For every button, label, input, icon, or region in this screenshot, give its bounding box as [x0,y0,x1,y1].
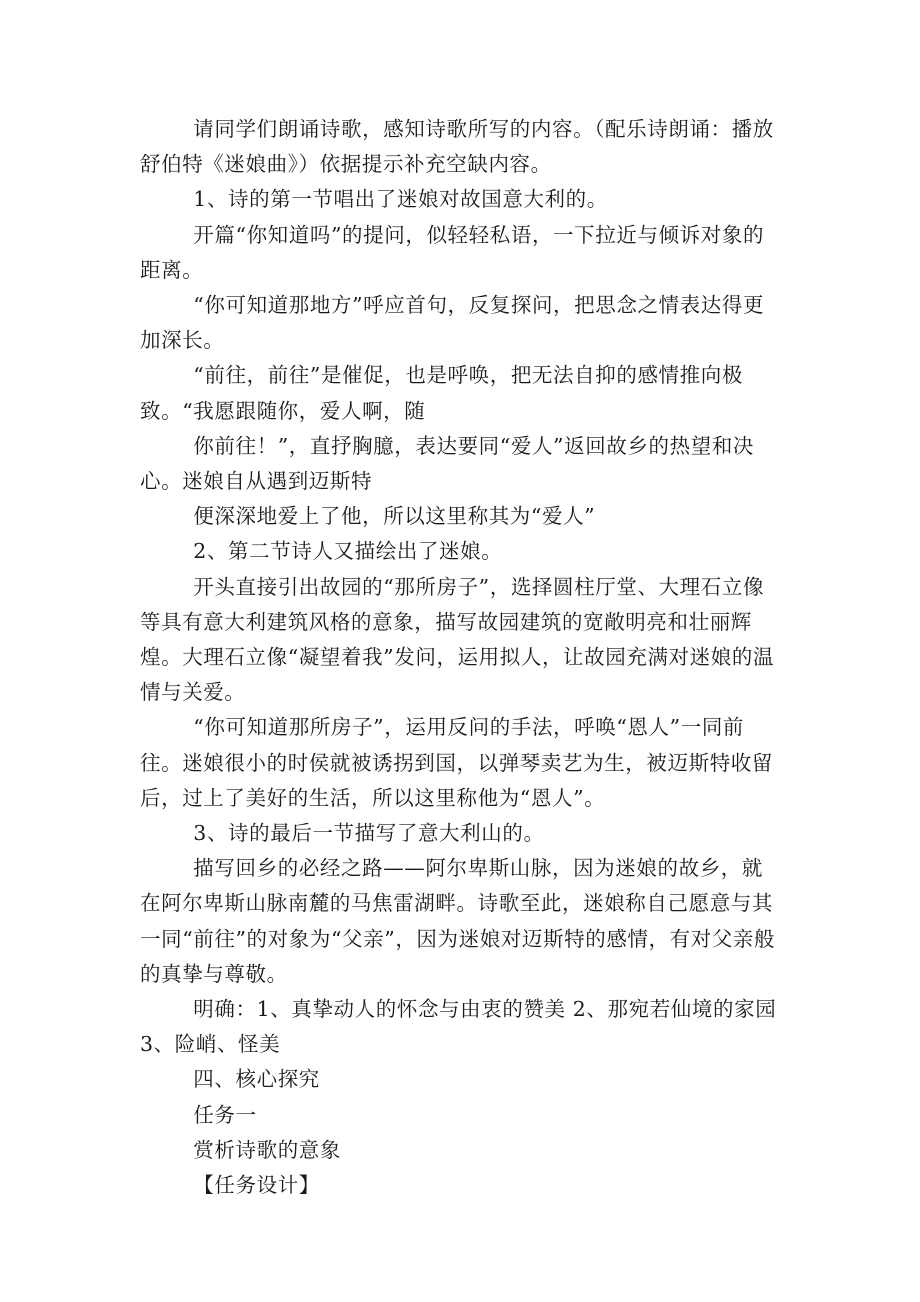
document-body [140,112,784,1203]
paragraph: “你可知道那所房子”，运用反问的手法，呼唤“恩人”一同前往。迷娘很小的时侯就被诱拐到国，以弹琴卖艺为生，被迈斯特收留后，过上了美好的生活，所以这里称他为“恩人”。 [140,715,773,810]
paragraph: 明确：1、真挚动人的怀念与由衷的赞美 2、那宛若仙境的家园 3、险峭、怪美 [140,997,777,1057]
paragraph: 2、第二节诗人又描绘出了迷娘。 [193,539,503,564]
paragraph: 3、诗的最后一节描写了意大利山的。 [193,821,545,846]
task-heading: 任务一 [193,1102,257,1127]
task-title: 赏析诗歌的意象 [193,1137,341,1162]
paragraph: 开篇“你知道吗”的提问，似轻轻私语，一下拉近与倾诉对象的距离。 [140,222,765,282]
paragraph: 1、诗的第一节唱出了迷娘对故国意大利的。 [193,187,608,212]
paragraph: 请同学们朗诵诗歌，感知诗歌所写的内容。（配乐诗朗诵：播放舒伯特《迷娘曲》）依据提示补充空缺内容。 [140,117,774,177]
task-design-label: 【任务设计】 [193,1173,320,1198]
paragraph: “你可知道那地方”呼应首句，反复探问，把思念之情表达得更加深长。 [140,293,765,353]
section-heading: 四、核心探究 [193,1067,320,1092]
paragraph: 开头直接引出故园的“那所房子”，选择圆柱厅堂、大理石立像等具有意大利建筑风格的意象，描写故园建筑的宽敞明亮和壮丽辉煌。大理石立像“凝望着我”发问，运用拟人，让故园充满对迷娘的温情与关爱。 [140,574,775,705]
paragraph: 描写回乡的必经之路——阿尔卑斯山脉，因为迷娘的故乡，就在阿尔卑斯山脉南麓的马焦雷湖畔。诗歌至此，迷娘称自己愿意与其一同“前往”的对象为“父亲”，因为迷娘对迈斯特的感情，有对父亲般的真挚与尊敬。 [140,856,776,986]
paragraph: 便深深地爱上了他，所以这里称其为“爱人” [193,504,596,529]
paragraph: 你前往！”，直抒胸臆，表达要同“爱人”返回故乡的热望和决心。迷娘自从遇到迈斯特 [140,433,755,494]
paragraph: “前往，前往”是催促，也是呼唤，把无法自抑的感情推向极致。“我愿跟随你，爱人啊，随 [140,363,743,423]
